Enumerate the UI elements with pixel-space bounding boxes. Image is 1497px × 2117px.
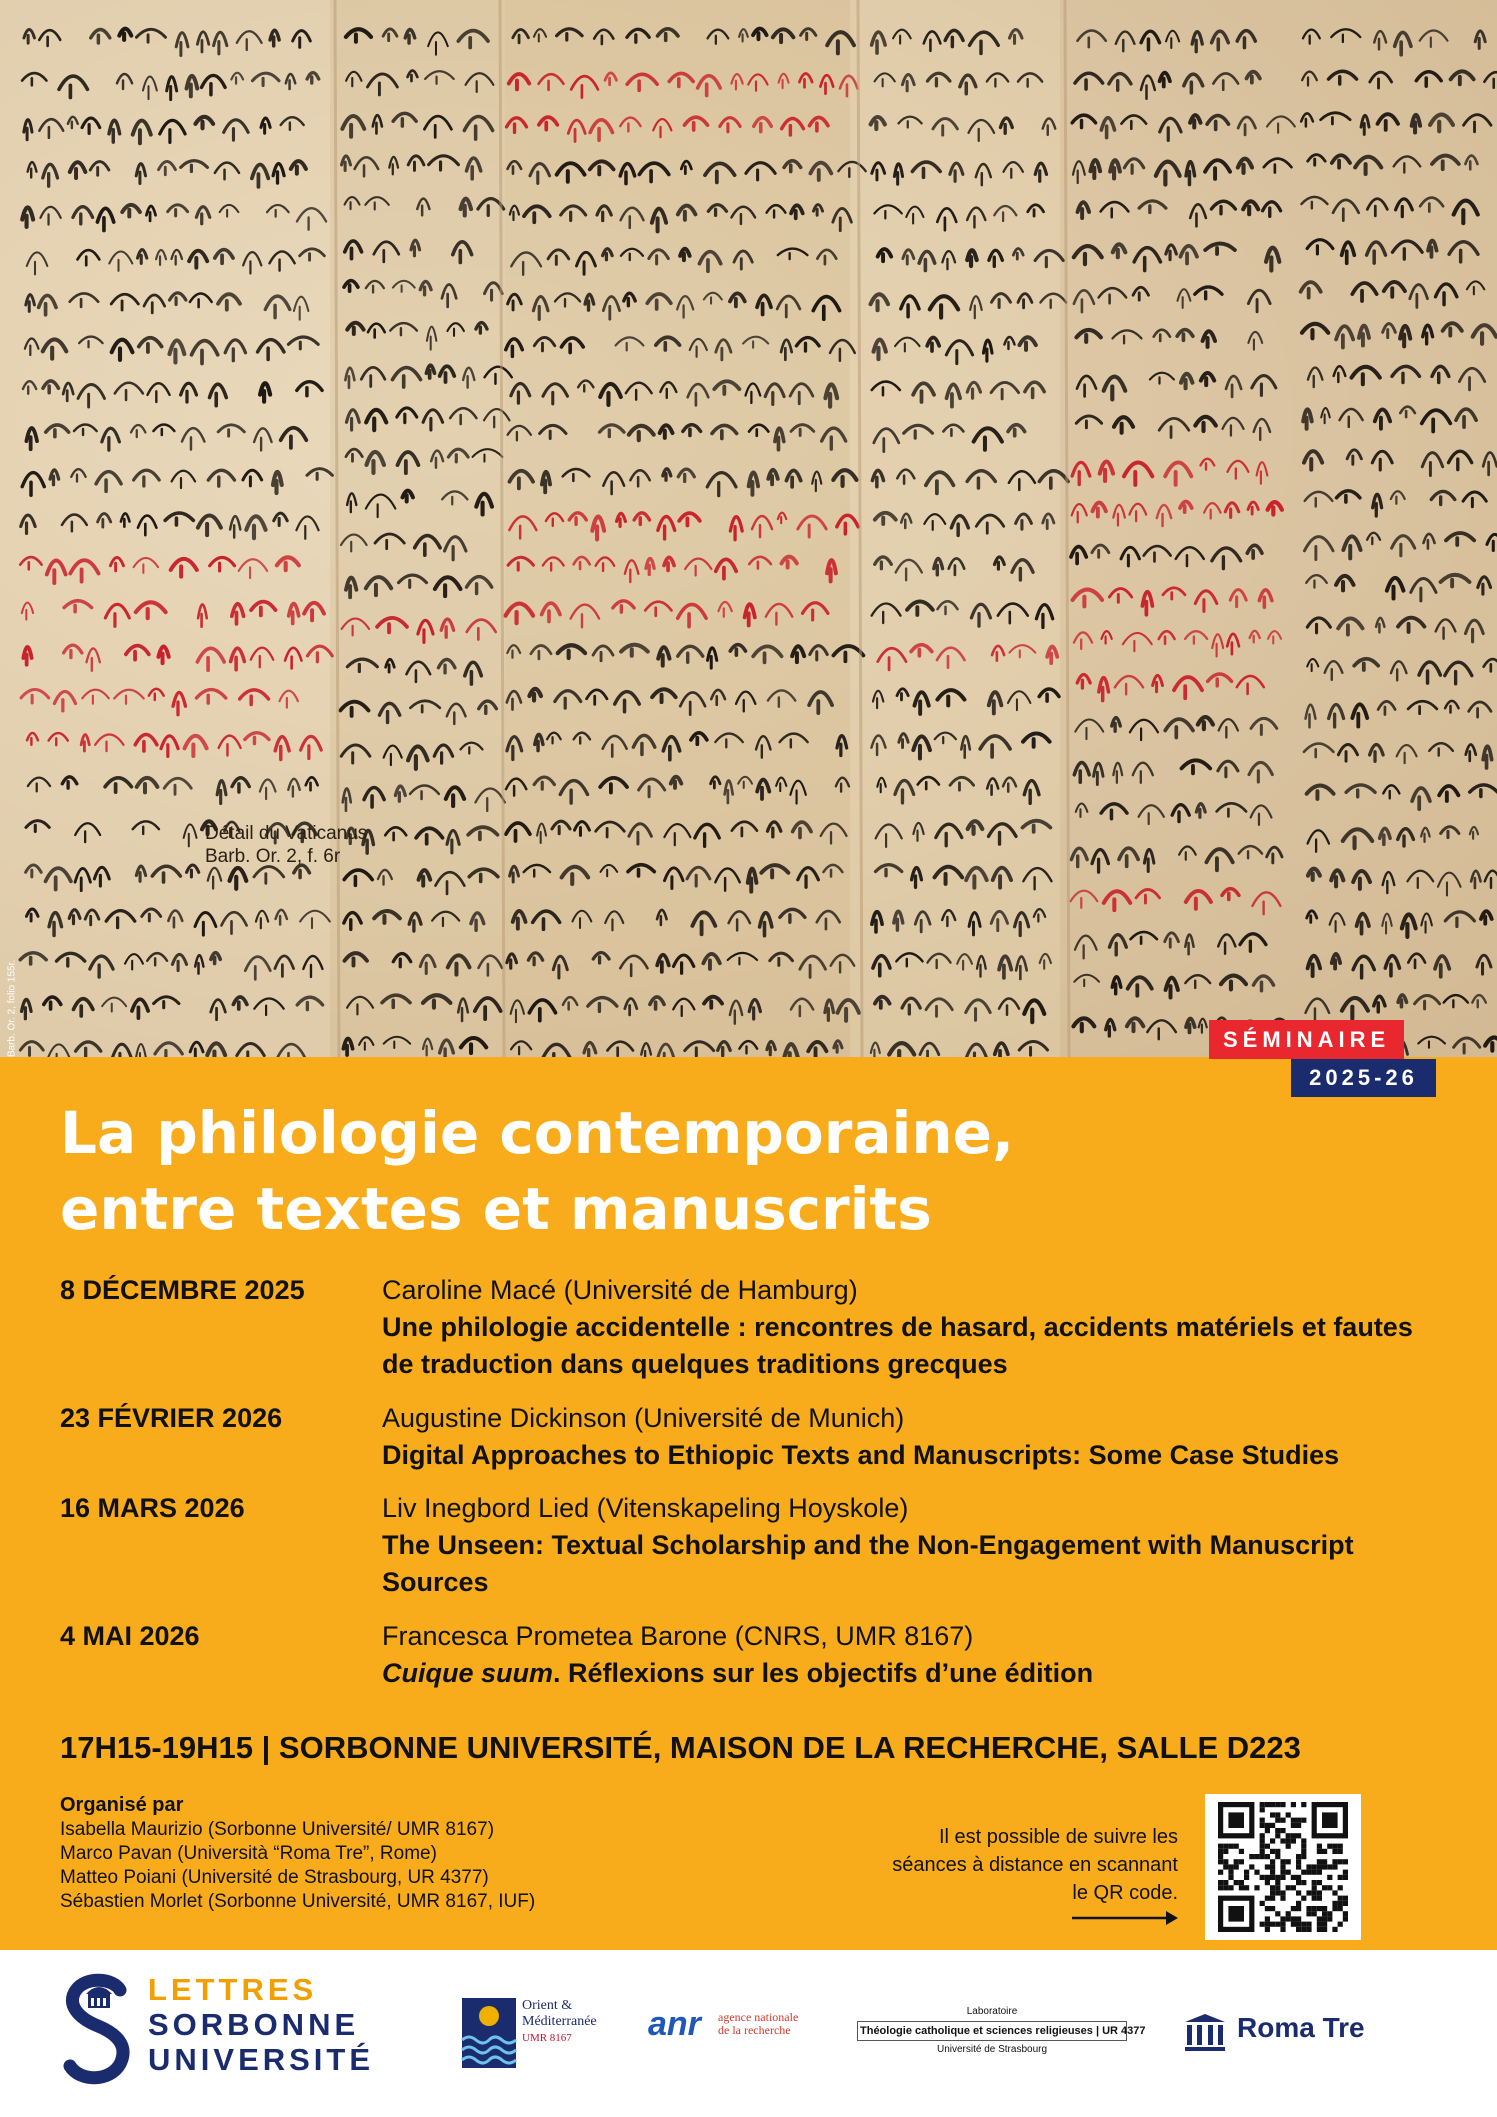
logo-word: UNIVERSITÉ [148,2042,375,2077]
lab-name: Théologie catholique et sciences religieuses | UR 4377 [857,2021,1127,2041]
logo-word: LETTRES [148,1972,318,2007]
sorbonne-s-icon [58,1972,138,2090]
session-talk: Une philologie accidentelle : rencontres de hasard, accidents matériels et fautes de traduction dans quelques traditions grecques [382,1312,1413,1379]
session-talk: The Unseen: Textual Scholarship and the Non-Engagement with Manuscript Sources [382,1530,1354,1597]
session-1 [60,1272,1440,1400]
anr-logo[interactable] [648,2005,799,2044]
lab-label: Laboratoire [966,2006,1018,2017]
anr-mark: anr [648,2005,701,2043]
logo-word: Orient & [522,1998,573,2013]
anr-wordmark [718,2011,798,2037]
photo-caption-line2: Barb. Or. 2, f. 6r [205,846,341,867]
roma-tre-logo[interactable] [1183,2012,1365,2056]
manuscript-texture [0,0,1497,1057]
session-affiliation: (CNRS, UMR 8167) [734,1621,974,1651]
session-2 [60,1400,1440,1490]
qr-code-icon [1205,1794,1361,1940]
year-badge: 2025-26 [1291,1059,1436,1097]
organizers-title: Organisé par [60,1794,184,1816]
session-affiliation: (Université de Munich) [634,1403,905,1433]
partner-logos [0,1950,1497,2117]
session-date: 4 MAI 2026 [60,1621,200,1651]
session-list [60,1272,1440,1708]
session-date: 8 DÉCEMBRE 2025 [60,1275,305,1305]
logo-word: SORBONNE [148,2007,360,2042]
logo-word: de la recherche [718,2023,791,2037]
photo-caption [205,822,367,868]
laboratoire-logo[interactable] [857,2005,1146,2067]
session-speaker: Francesca Prometea Barone [382,1621,728,1651]
orient-mediterranee-logo[interactable] [462,1998,597,2072]
session-speaker: Caroline Macé [382,1275,557,1305]
organizer: Marco Pavan (Università “Roma Tre”, Rome) [60,1843,437,1864]
orient-waves-icon [462,1998,516,2068]
manuscript-photo [0,0,1497,1057]
organizer: Isabella Maurizio (Sorbonne Université/ UMR 8167) [60,1819,495,1840]
remote-line1: Il est possible de suivre les [938,1826,1178,1848]
qr-code[interactable] [1205,1794,1361,1940]
logo-word: agence nationale [718,2010,799,2024]
session-speaker: Liv Inegbord Lied [382,1493,590,1523]
orient-wordmark [522,1998,597,2046]
lab-university: Université de Strasbourg [936,2044,1048,2055]
session-talk: . Réflexions sur les objectifs d’une édition [553,1658,1094,1688]
lettres-sorbonne-wordmark [148,1972,374,2077]
organizer: Matteo Poiani (Université de Strasbourg, UR 4377) [60,1867,489,1888]
arrow-right-icon [1070,1908,1180,1928]
organizer: Sébastien Morlet (Sorbonne Université, UMR 8167, IUF) [60,1891,536,1912]
remote-access-note [830,1823,1178,1907]
lettres-sorbonne-logo[interactable] [58,1972,375,2094]
remote-line3: le QR code. [1072,1882,1178,1904]
title-line2: entre textes et manuscrits [60,1175,932,1243]
session-3 [60,1490,1440,1618]
roma-tre-wordmark: Roma Tre [1237,2012,1365,2043]
session-affiliation: (Vitenskapeling Hoyskole) [596,1493,909,1523]
logo-word: UMR 8167 [522,2032,572,2044]
venue-line: 17H15-19H15 | SORBONNE UNIVERSITÉ, MAISON DE LA RECHERCHE, SALLE D223 [60,1730,1301,1765]
roma-tre-columns-icon [1183,2012,1227,2052]
remote-line2: séances à distance en scannant [892,1854,1178,1876]
session-4 [60,1618,1440,1708]
photo-caption-line1: Détail du Vaticanus [205,823,368,844]
logo-word: Méditerranée [522,2014,597,2029]
session-talk: Digital Approaches to Ethiopic Texts and Manuscripts: Some Case Studies [382,1440,1340,1470]
session-date: 23 FÉVRIER 2026 [60,1403,283,1433]
session-affiliation: (Université de Hamburg) [563,1275,858,1305]
page-title [60,1095,1260,1247]
seminar-badge: SÉMINAIRE [1209,1020,1404,1059]
session-date: 16 MARS 2026 [60,1493,245,1523]
session-talk-italic: Cuique suum [382,1658,554,1688]
organizers [60,1792,535,1914]
title-line1: La philologie contemporaine, [60,1099,1015,1167]
session-speaker: Augustine Dickinson [382,1403,627,1433]
